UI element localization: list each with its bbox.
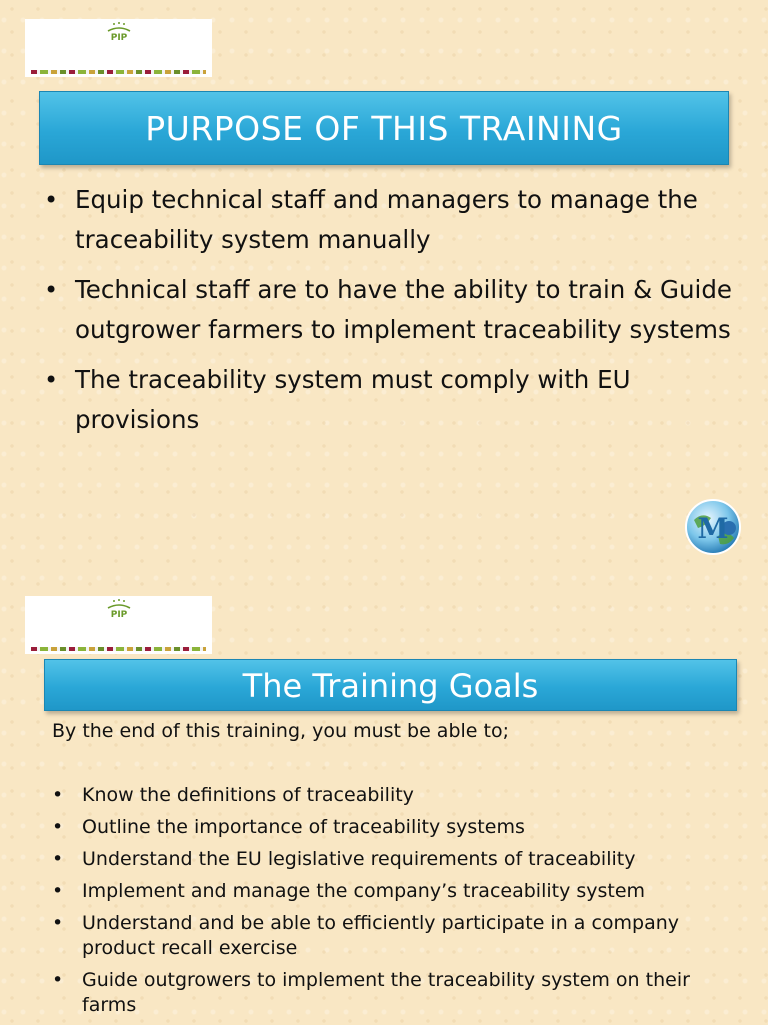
list-item-text: Equip technical staff and managers to manage the traceability system manually: [75, 185, 698, 254]
slide-title: The Training Goals: [44, 659, 737, 711]
svg-text:PIP: PIP: [110, 610, 127, 619]
list-item-text: Understand and be able to efficiently participate in a company product recall exercise: [82, 912, 680, 959]
pip-logo-icon: [102, 599, 136, 619]
list-item: [44, 270, 734, 350]
list-item-text: Technical staff are to have the ability to train & Guide outgrower farmers to implement traceability systems: [75, 275, 732, 344]
list-item-text: Know the definitions of traceability: [82, 784, 414, 806]
slide-title: PURPOSE OF THIS TRAINING: [39, 91, 729, 165]
list-item: [52, 911, 732, 961]
bullet-icon: •: [52, 784, 64, 806]
list-item-text: Outline the importance of traceability systems: [82, 816, 525, 838]
list-item-text: The traceability system must comply with EU provisions: [75, 365, 631, 434]
list-item-text: Understand the EU legislative requirements of traceability: [82, 848, 636, 870]
svg-text:M: M: [697, 512, 729, 545]
slide-training-goals: [0, 576, 768, 1024]
list-item-text: Implement and manage the company’s traceability system: [82, 880, 646, 902]
pip-logo: [25, 596, 212, 654]
list-item: [52, 968, 732, 1018]
bullet-icon: •: [52, 848, 64, 870]
svg-text:PIP: PIP: [110, 33, 127, 42]
logo-stripe: [31, 70, 206, 74]
intro-text: By the end of this training, you must be able to;: [52, 720, 509, 742]
list-item: [52, 783, 732, 808]
bullet-icon: •: [52, 880, 64, 902]
bullet-icon: •: [52, 969, 64, 991]
bullet-icon: •: [44, 276, 59, 304]
list-item: [52, 879, 732, 904]
globe-logo-icon: [684, 498, 742, 556]
list-item: [44, 360, 734, 440]
bullet-icon: •: [44, 366, 59, 394]
logo-stripe: [31, 647, 206, 651]
bullet-list: [44, 180, 734, 450]
list-item: [44, 180, 734, 260]
pip-logo: [25, 19, 212, 77]
list-item: [52, 847, 732, 872]
pip-logo-icon: [102, 22, 136, 42]
bullet-icon: •: [44, 186, 59, 214]
bullet-icon: •: [52, 912, 64, 934]
list-item-text: Guide outgrowers to implement the traceability system on their farms: [82, 969, 690, 1016]
goals-list: [52, 783, 732, 1025]
bullet-icon: •: [52, 816, 64, 838]
list-item: [52, 815, 732, 840]
